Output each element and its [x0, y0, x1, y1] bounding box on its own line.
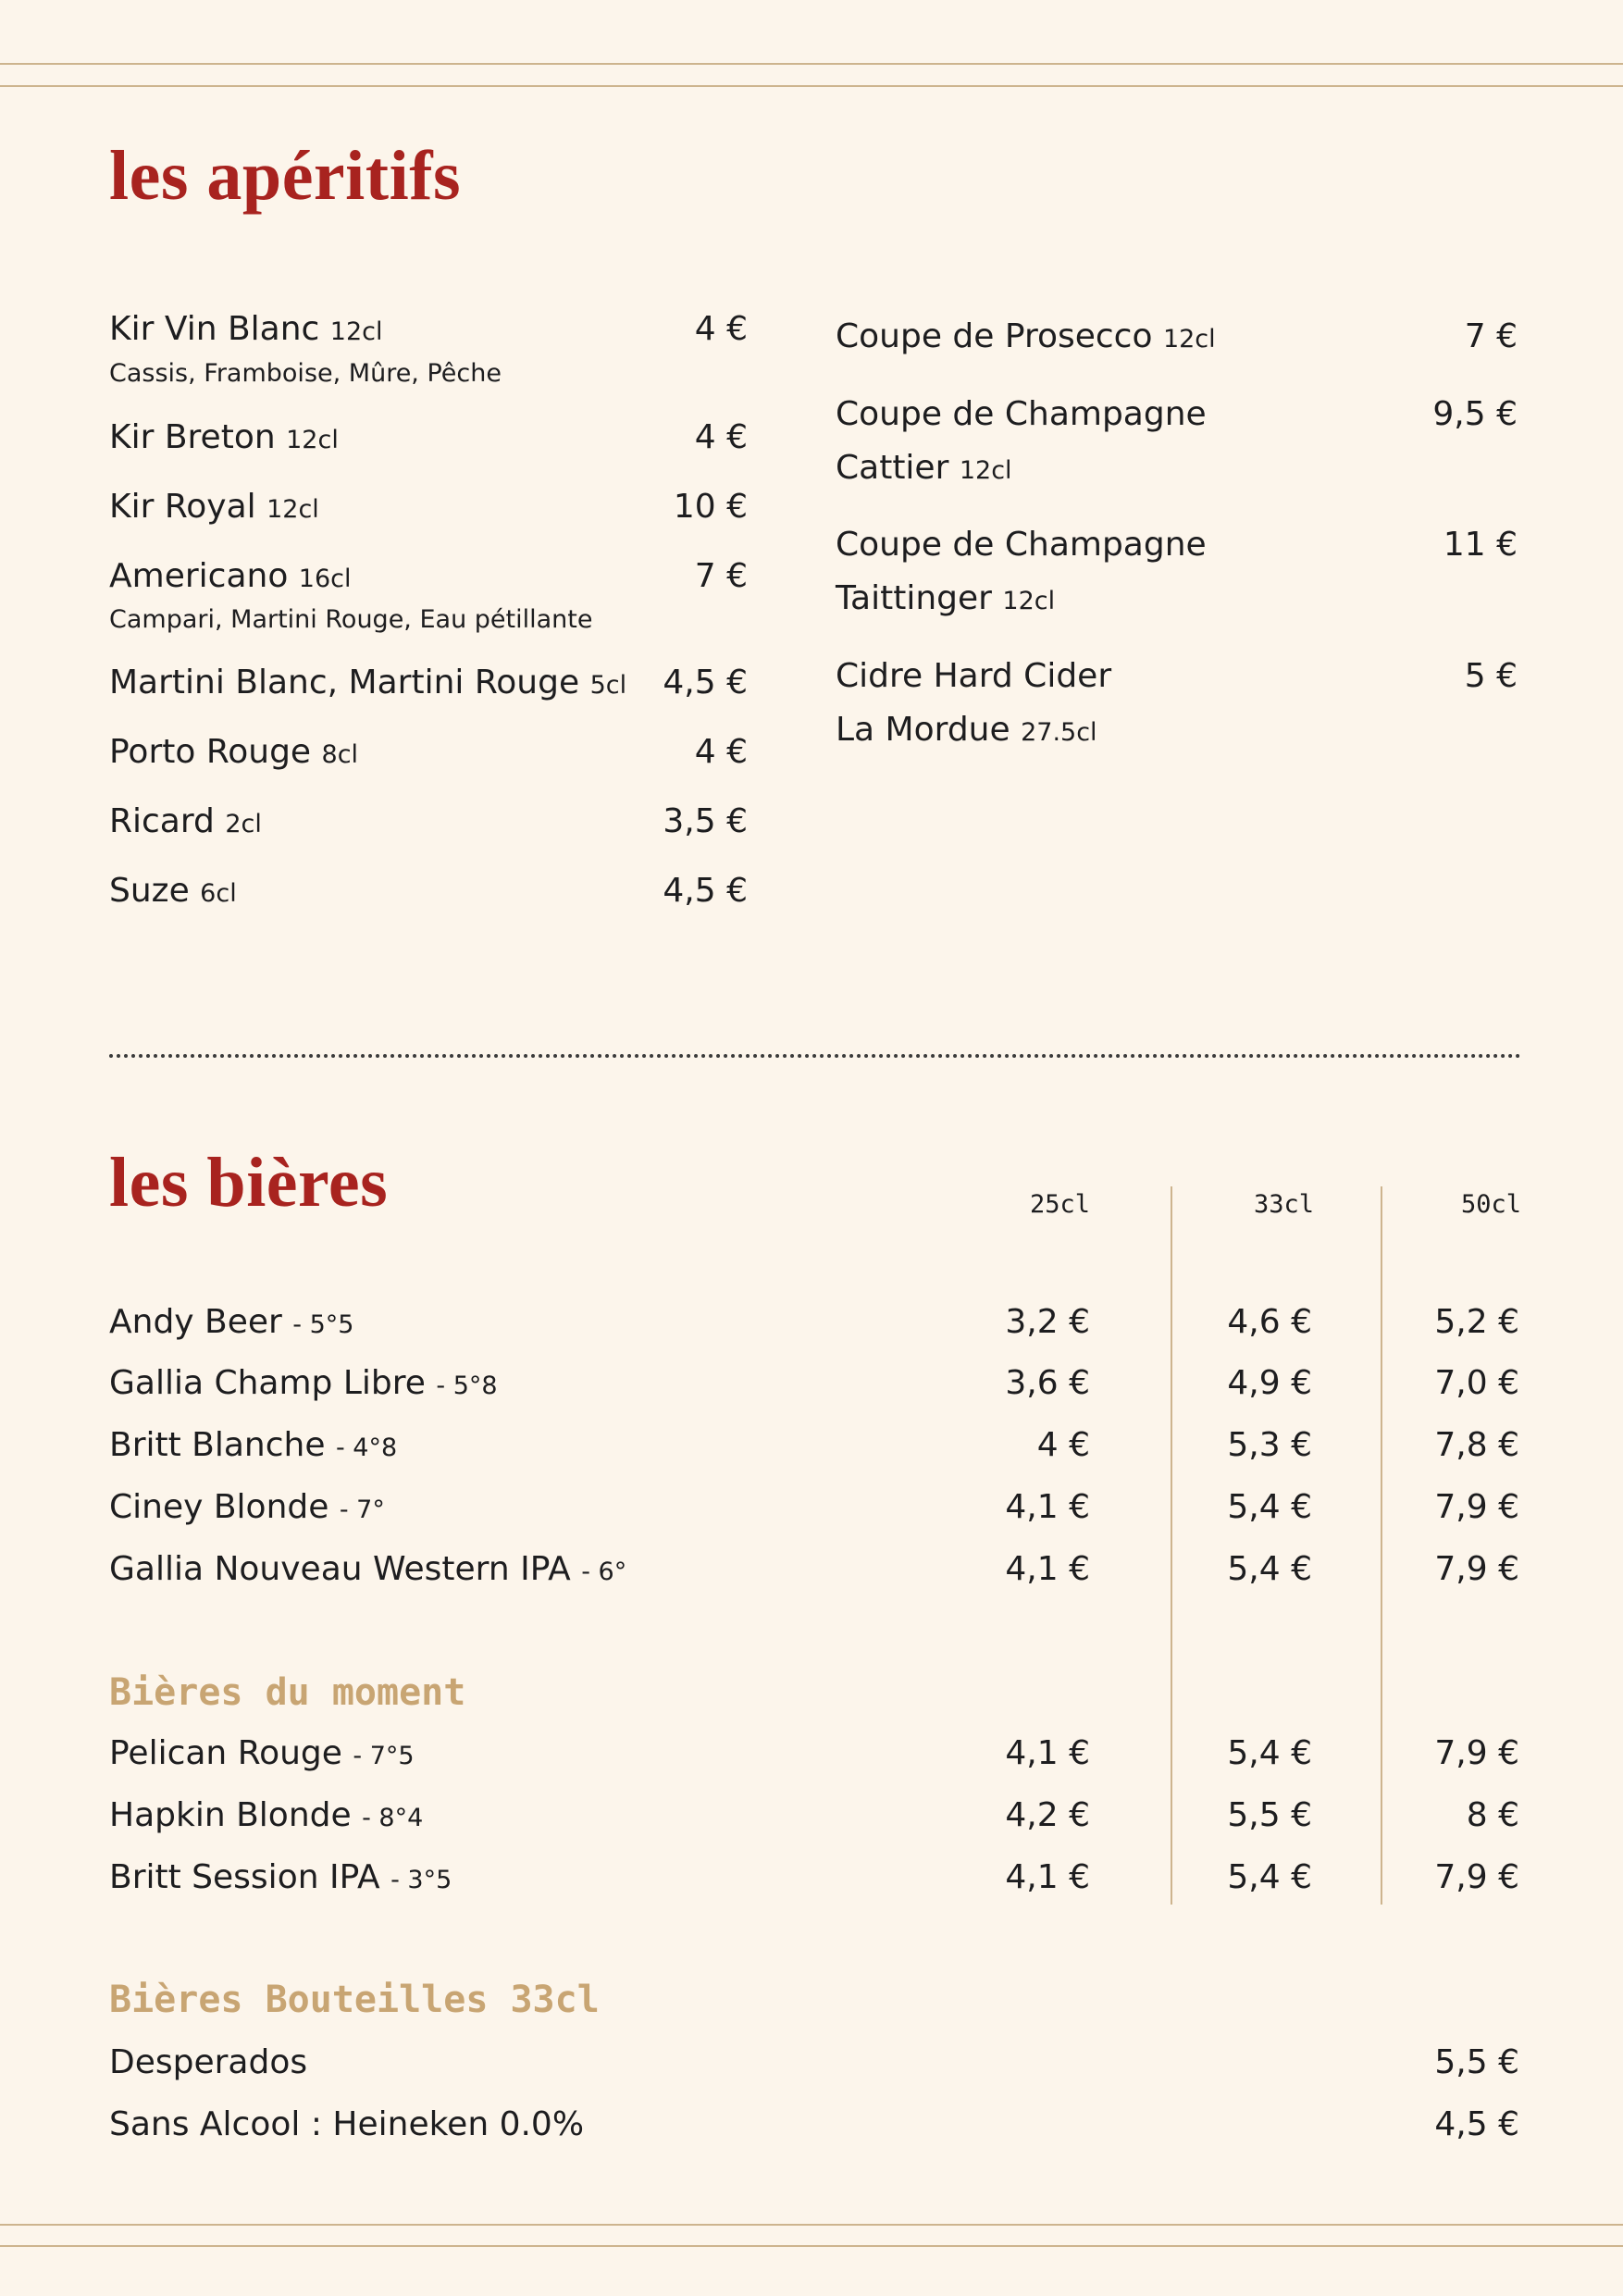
- item-size: 12cl: [286, 426, 339, 454]
- beer-row: [109, 1426, 397, 1464]
- bottle-price: 5,5 €: [1434, 2043, 1519, 2081]
- top-rule-2: [0, 85, 1623, 87]
- item-price: 7 €: [694, 557, 748, 595]
- beer-name: Britt Blanche: [109, 1426, 326, 1464]
- item-size: 16cl: [298, 565, 352, 593]
- bottle-name: Sans Alcool : Heineken 0.0%: [109, 2105, 585, 2143]
- beer-degree: - 3°5: [390, 1866, 452, 1894]
- section-title-moment: Bières du moment: [109, 1671, 466, 1714]
- beer-name: Andy Beer: [109, 1303, 282, 1341]
- column-header-25cl: 25cl: [1029, 1190, 1090, 1219]
- price-33cl: 5,4 €: [1227, 1550, 1312, 1588]
- item-name: Kir Breton: [109, 418, 276, 456]
- price-50cl: 5,2 €: [1434, 1303, 1519, 1341]
- price-50cl: 7,9 €: [1434, 1734, 1519, 1772]
- item-size: 12cl: [1002, 587, 1056, 615]
- item-name: Kir Vin Blanc: [109, 310, 320, 348]
- bottom-rule-1: [0, 2224, 1623, 2226]
- price-50cl: 8 €: [1466, 1796, 1519, 1834]
- item-name: Coupe de Champagne: [836, 395, 1207, 433]
- menu-item: [836, 317, 1518, 355]
- aperitifs-title: les apéritifs: [109, 137, 462, 215]
- item-name: Kir Royal: [109, 488, 256, 526]
- price-50cl: 7,0 €: [1434, 1364, 1519, 1402]
- item-name: Coupe de Champagne: [836, 526, 1207, 564]
- item-size: 5cl: [589, 671, 627, 700]
- price-25cl: 4 €: [1036, 1426, 1090, 1464]
- item-size: 27.5cl: [1021, 718, 1097, 747]
- item-name-line2: Taittinger: [836, 579, 992, 617]
- item-price: 5 €: [1464, 657, 1518, 695]
- item-name: Martini Blanc, Martini Rouge: [109, 664, 580, 701]
- beer-degree: - 6°: [581, 1558, 627, 1586]
- menu-item-line2: [836, 579, 1055, 617]
- price-33cl: 5,4 €: [1227, 1488, 1312, 1526]
- beer-name: Hapkin Blonde: [109, 1796, 352, 1834]
- price-50cl: 7,8 €: [1434, 1426, 1519, 1464]
- bottom-rule-2: [0, 2245, 1623, 2247]
- item-name-line2: Cattier: [836, 449, 949, 487]
- beer-name: Britt Session IPA: [109, 1858, 380, 1896]
- beer-name: Ciney Blonde: [109, 1488, 329, 1526]
- item-name: Suze: [109, 872, 190, 910]
- item-name: Cidre Hard Cider: [836, 657, 1112, 695]
- price-50cl: 7,9 €: [1434, 1858, 1519, 1896]
- item-price: 4,5 €: [663, 664, 748, 701]
- beer-name: Pelican Rouge: [109, 1734, 342, 1772]
- beer-degree: - 4°8: [335, 1433, 398, 1462]
- beer-degree: - 5°8: [436, 1371, 498, 1400]
- price-33cl: 5,5 €: [1227, 1796, 1312, 1834]
- price-25cl: 4,1 €: [1005, 1550, 1090, 1588]
- item-name: Porto Rouge: [109, 733, 312, 771]
- item-size: 6cl: [200, 879, 237, 908]
- price-25cl: 4,1 €: [1005, 1858, 1090, 1896]
- item-size: 12cl: [959, 456, 1012, 485]
- item-price: 4 €: [694, 733, 748, 771]
- menu-item: [836, 526, 1518, 564]
- price-25cl: 4,1 €: [1005, 1734, 1090, 1772]
- menu-item: [109, 664, 748, 701]
- top-rule-1: [0, 63, 1623, 65]
- beer-row: [109, 1796, 423, 1834]
- item-name: Coupe de Prosecco: [836, 317, 1153, 355]
- price-25cl: 3,6 €: [1005, 1364, 1090, 1402]
- price-33cl: 5,3 €: [1227, 1426, 1312, 1464]
- beer-degree: - 7°5: [353, 1742, 415, 1770]
- menu-item-line2: [836, 449, 1012, 487]
- price-50cl: 7,9 €: [1434, 1488, 1519, 1526]
- dotted-divider: [109, 1054, 1521, 1058]
- item-price: 10 €: [673, 488, 748, 526]
- price-50cl: 7,9 €: [1434, 1550, 1519, 1588]
- item-size: 8cl: [321, 740, 359, 769]
- section-title-bouteilles: Bières Bouteilles 33cl: [109, 1979, 600, 2021]
- beer-row: [109, 1303, 353, 1341]
- column-header-50cl: 50cl: [1460, 1190, 1521, 1219]
- menu-item: [109, 872, 748, 910]
- menu-item: [836, 657, 1518, 695]
- menu-item: [109, 733, 748, 771]
- menu-item-line2: [836, 711, 1097, 749]
- price-33cl: 4,9 €: [1227, 1364, 1312, 1402]
- item-description: Cassis, Framboise, Mûre, Pêche: [109, 359, 502, 388]
- menu-item: [109, 557, 748, 595]
- price-25cl: 4,1 €: [1005, 1488, 1090, 1526]
- column-divider: [1171, 1186, 1172, 1905]
- item-name: Americano: [109, 557, 289, 595]
- menu-item: [109, 310, 748, 348]
- beer-row: [109, 1858, 452, 1896]
- bieres-title: les bières: [109, 1144, 389, 1222]
- item-size: 2cl: [225, 810, 262, 838]
- price-33cl: 4,6 €: [1227, 1303, 1312, 1341]
- beer-degree: - 5°5: [292, 1310, 354, 1339]
- item-name: Ricard: [109, 802, 215, 840]
- item-size: 12cl: [266, 495, 319, 524]
- item-name-line2: La Mordue: [836, 711, 1010, 749]
- beer-row: [109, 1734, 415, 1772]
- price-33cl: 5,4 €: [1227, 1858, 1312, 1896]
- item-price: 11 €: [1443, 526, 1518, 564]
- item-size: 12cl: [1162, 325, 1216, 354]
- menu-item: [109, 488, 748, 526]
- beer-name: Gallia Champ Libre: [109, 1364, 426, 1402]
- column-header-33cl: 33cl: [1253, 1190, 1314, 1219]
- price-33cl: 5,4 €: [1227, 1734, 1312, 1772]
- price-25cl: 4,2 €: [1005, 1796, 1090, 1834]
- beer-name: Gallia Nouveau Western IPA: [109, 1550, 571, 1588]
- bottle-name: Desperados: [109, 2043, 308, 2081]
- beer-row: [109, 1550, 626, 1588]
- price-25cl: 3,2 €: [1005, 1303, 1090, 1341]
- menu-item: [109, 802, 748, 840]
- menu-item: [836, 395, 1518, 433]
- item-size: 12cl: [329, 317, 383, 346]
- beer-degree: - 8°4: [362, 1804, 424, 1832]
- item-price: 9,5 €: [1432, 395, 1518, 433]
- item-price: 4 €: [694, 418, 748, 456]
- item-description: Campari, Martini Rouge, Eau pétillante: [109, 605, 593, 634]
- item-price: 4,5 €: [663, 872, 748, 910]
- beer-degree: - 7°: [339, 1496, 385, 1524]
- bottle-price: 4,5 €: [1434, 2105, 1519, 2143]
- item-price: 3,5 €: [663, 802, 748, 840]
- beer-row: [109, 1488, 385, 1526]
- beer-row: [109, 1364, 498, 1402]
- item-price: 4 €: [694, 310, 748, 348]
- menu-item: [109, 418, 748, 456]
- item-price: 7 €: [1464, 317, 1518, 355]
